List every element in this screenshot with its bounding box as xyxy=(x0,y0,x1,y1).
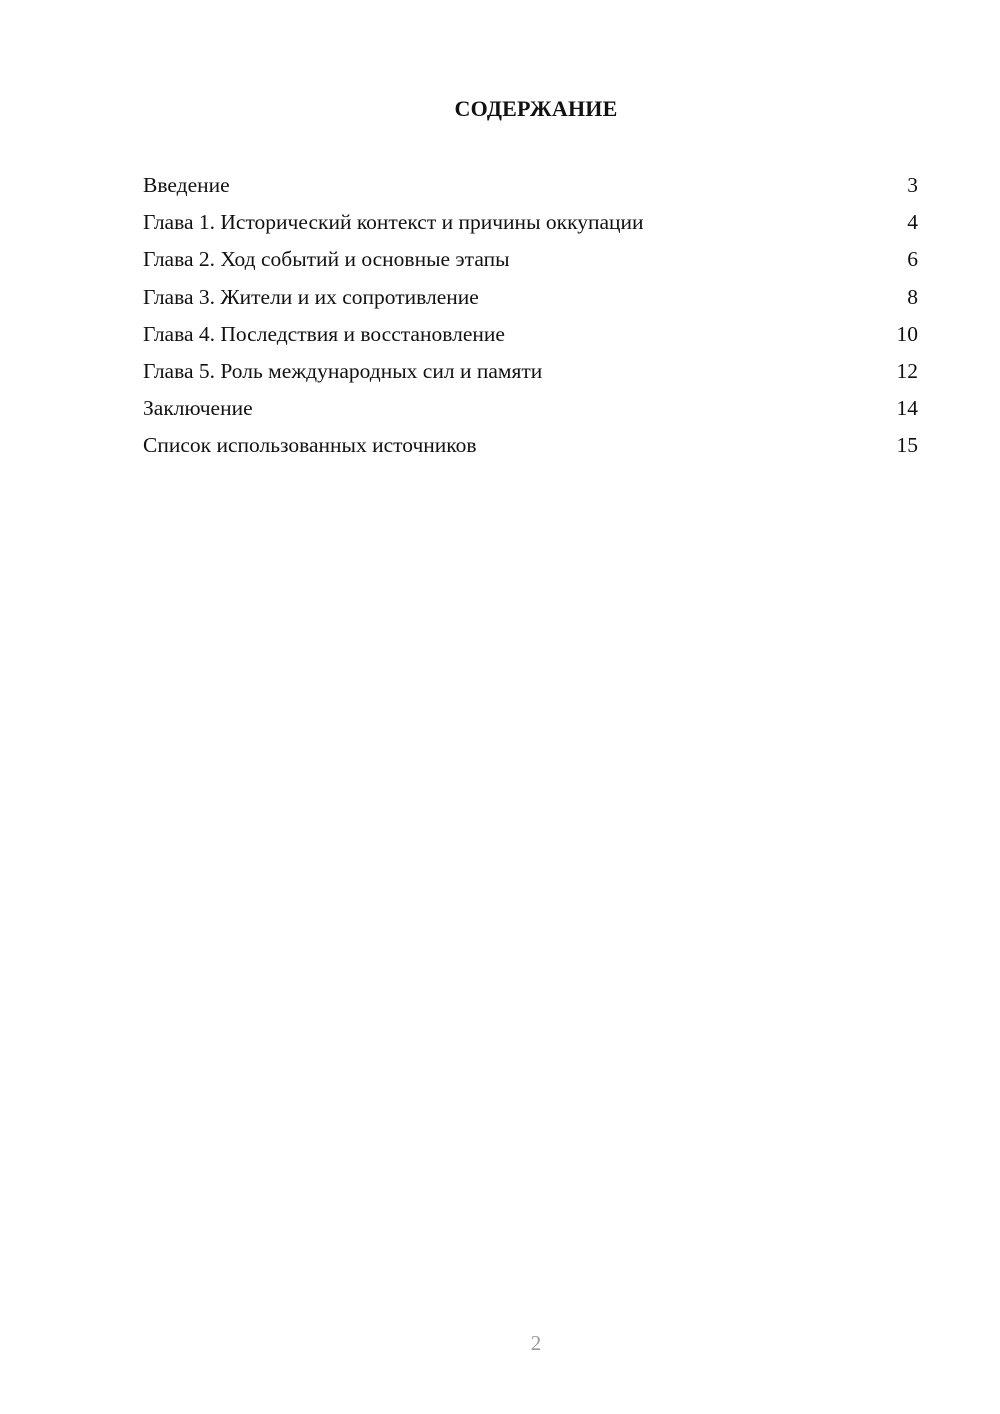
toc-title: СОДЕРЖАНИЕ xyxy=(454,96,618,121)
toc-entry-chapter-2 xyxy=(143,241,918,278)
page-number: 2 xyxy=(530,1331,542,1355)
toc-entry-chapter-3 xyxy=(143,279,918,316)
toc-entry-label: Список использованных источников xyxy=(143,433,477,458)
toc-entry-chapter-1 xyxy=(143,204,918,241)
toc-entry-page: 3 xyxy=(907,173,918,197)
toc-entry-page: 14 xyxy=(896,396,918,421)
toc-entry-label: Заключение xyxy=(143,396,253,421)
toc-entry-references xyxy=(143,427,918,464)
toc-entry-page: 4 xyxy=(907,210,918,235)
toc-entry-page: 6 xyxy=(907,247,918,272)
toc-entry-introduction xyxy=(143,167,918,204)
toc-entry-page: 8 xyxy=(907,284,918,309)
toc-entry-label: Глава 3. Жители и их сопротивление xyxy=(143,284,479,309)
toc-entry-chapter-5 xyxy=(143,353,918,390)
toc-entry-chapter-4 xyxy=(143,316,918,353)
toc-entry-label: Глава 1. Исторический контекст и причины оккупации xyxy=(143,210,644,235)
toc-entry-page: 12 xyxy=(896,358,918,383)
toc-entry-conclusion xyxy=(143,390,918,427)
toc-entry-label: Глава 5. Роль международных сил и памяти xyxy=(143,358,543,383)
table-of-contents xyxy=(143,167,918,465)
toc-entry-page: 10 xyxy=(896,321,918,346)
toc-entry-page: 15 xyxy=(896,433,918,458)
toc-entry-label: Глава 4. Последствия и восстановление xyxy=(143,321,505,346)
toc-entry-label: Введение xyxy=(143,173,230,197)
toc-entry-label: Глава 2. Ход событий и основные этапы xyxy=(143,247,510,272)
